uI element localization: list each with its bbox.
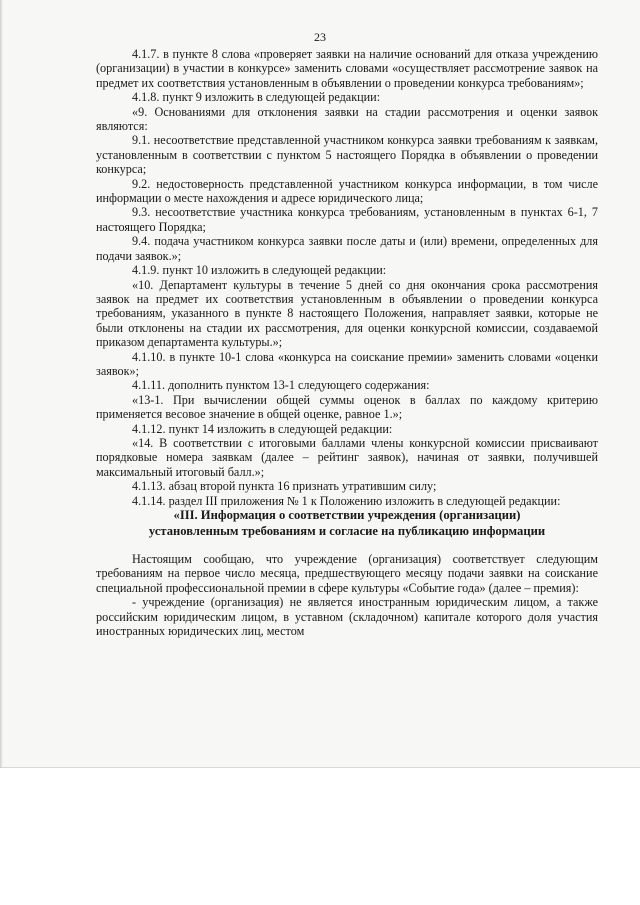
paragraph: 4.1.14. раздел III приложения № 1 к Положению изложить в следующей редакции:: [132, 493, 561, 508]
blank-area: [0, 768, 640, 905]
section-heading-line2: установленным требованиям и согласие на публикацию информации: [148, 524, 546, 538]
paragraph: 4.1.13. абзац второй пункта 16 признать утратившим силу;: [132, 479, 437, 494]
paragraph: 9.1. несоответствие представленной участником конкурса заявки требованиям к заявкам, установленным в соответствии с пунктом 5 настоящего Порядка в объявлении о проведении конкурса;: [96, 133, 598, 177]
paragraph: 4.1.10. в пункте 10-1 слова «конкурса на соискание премии» заменить словами «оценки заявок»;: [96, 349, 598, 378]
section-heading-line1: «III. Информация о соответствии учреждения (организации): [173, 508, 521, 522]
paragraph: 4.1.9. пункт 10 изложить в следующей редакции:: [132, 263, 387, 278]
paragraph: 4.1.12. пункт 14 изложить в следующей редакции:: [132, 421, 393, 436]
section-paragraph: - учреждение (организация) не является иностранным юридическим лицом, а также российским юридическим лицом, в уставном (складочном) капитале которого доля участия иностранных юридических лиц, местом: [96, 595, 598, 639]
paragraph: 4.1.11. дополнить пунктом 13-1 следующего содержания:: [132, 378, 430, 393]
paragraph: 9.2. недостоверность представленной участником конкурса информации, в том числе информации о месте нахождения и адресе юридического лица;: [96, 176, 598, 206]
paragraph: «9. Основаниями для отклонения заявки на стадии рассмотрения и оценки заявок являются:: [96, 104, 598, 134]
paragraph: 4.1.7. в пункте 8 слова «проверяет заявки на наличие оснований для отказа учреждению (организации) в участии в конкурсе» заменить словами «осуществляет рассмотрение заявок на предмет их соответствия установленным в объявлении о проведении конкурса требованиям»;: [96, 47, 598, 90]
page-number: 23: [314, 30, 326, 44]
paragraph: 9.3. несоответствие участника конкурса требованиям, установленным в пунктах 6-1, 7 настоящего Порядка;: [96, 205, 598, 234]
paragraph: «14. В соответствии с итоговыми баллами члены конкурсной комиссии присваивают порядковые номера заявкам (далее – рейтинг заявок), начиная от заявки, получившей максимальный итоговый балл.»;: [96, 435, 598, 479]
paragraph: 9.4. подача участником конкурса заявки после даты и (или) времени, определенных для подачи заявок.»;: [96, 234, 598, 263]
paragraph: 4.1.8. пункт 9 изложить в следующей редакции:: [132, 90, 381, 105]
paragraph: «10. Департамент культуры в течение 5 дней со дня окончания срока рассмотрения заявок на предмет их соответствия установленным в объявлении о проведении конкурса требованиям, указанного в пункте 8 настоящего Положения, направляет заявки, которые не были отклонены на стадии их рассмотрения, для оценки конкурсной комиссии, создаваемой приказом департамента культуры.»;: [96, 277, 598, 350]
section-paragraph: Настоящим сообщаю, что учреждение (организация) соответствует следующим требованиям на первое число месяца, предшествующего месяцу подачи заявки на соискание специальной профессиональной премии в сфере культуры «Событие года» (далее – премия):: [96, 552, 598, 595]
document-body: [96, 47, 598, 638]
paragraph: «13-1. При вычислении общей суммы оценок в баллах по каждому критерию применяется весовое значение в общей оценке, равное 1.»;: [96, 392, 598, 422]
